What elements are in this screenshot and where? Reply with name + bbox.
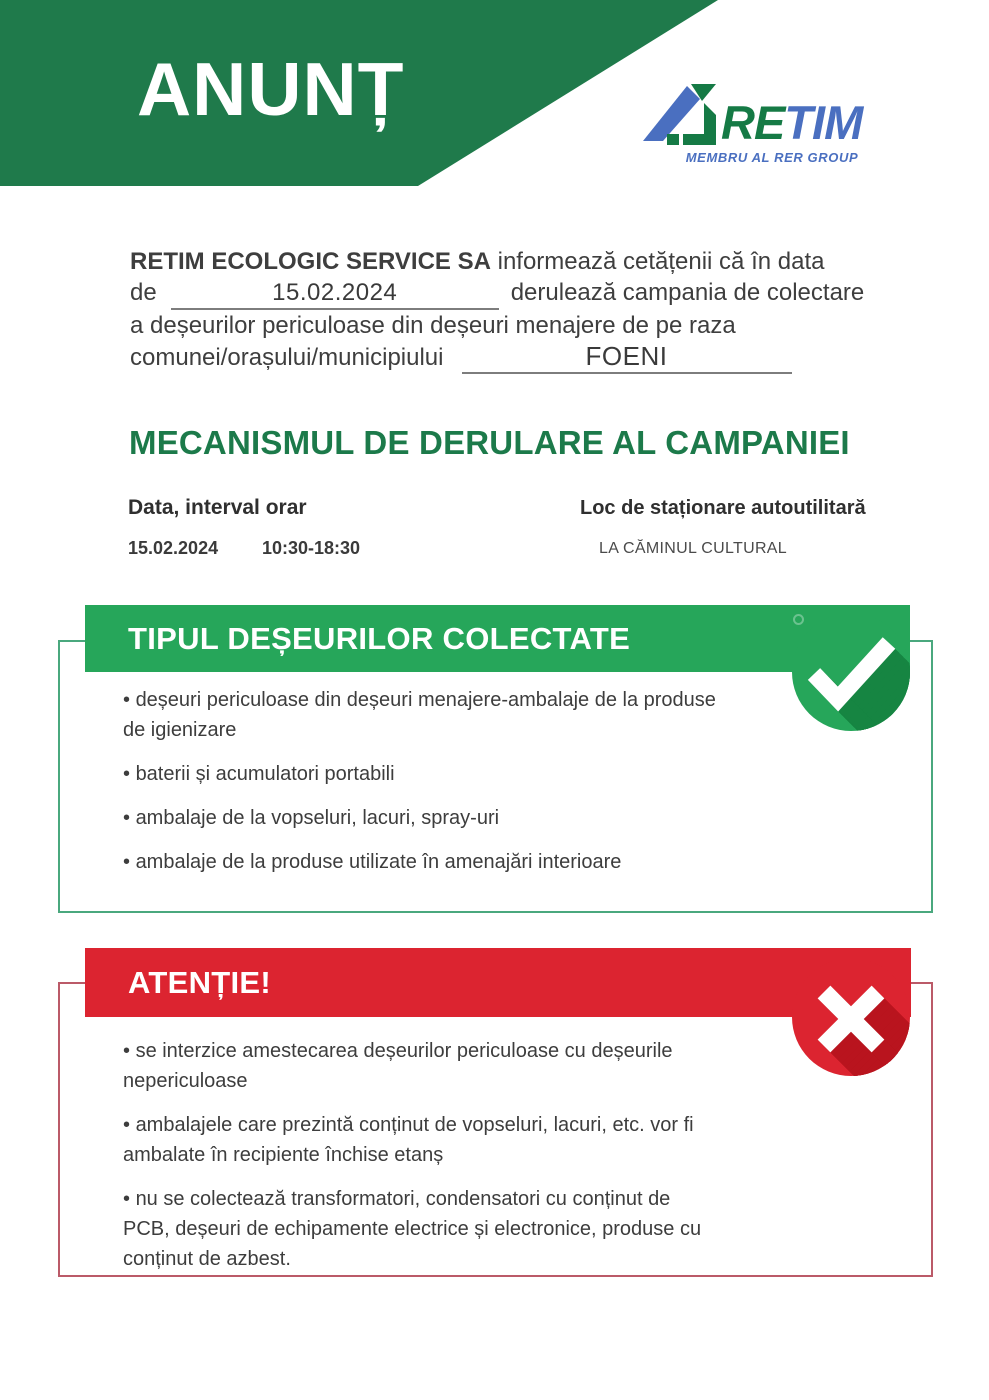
line: • baterii și acumulatori portabili bbox=[123, 759, 863, 789]
collected-waste-list bbox=[123, 685, 863, 891]
schedule-column-date-header: Data, interval orar bbox=[128, 496, 307, 519]
line: nepericuloase bbox=[123, 1070, 248, 1092]
list-item bbox=[123, 759, 863, 789]
intro-line-4 bbox=[130, 341, 940, 374]
schedule-column-location-header: Loc de staționare autoutilitară bbox=[580, 497, 866, 519]
schedule-hours: 10:30-18:30 bbox=[262, 538, 361, 558]
retim-logo-text bbox=[721, 96, 863, 150]
intro-line-1-rest: informează cetățenii că în data bbox=[490, 248, 825, 275]
line: • ambalaje de la produse utilizate în amenajări interioare bbox=[123, 847, 863, 877]
logo-tagline: MEMBRU AL RER GROUP bbox=[685, 150, 859, 165]
schedule-location: LA CĂMINUL CULTURAL bbox=[599, 540, 787, 557]
logo-re-text: RE bbox=[721, 96, 785, 150]
line: • nu se colectează transformatori, condensatori cu conținut de bbox=[123, 1184, 863, 1214]
intro-paragraph bbox=[130, 246, 940, 374]
intro-line-2 bbox=[130, 277, 940, 310]
intro-line-2-post: derulează campania de colectare bbox=[510, 279, 865, 306]
logo-tim-text: TIM bbox=[784, 96, 863, 150]
line: • deșeuri periculoase din deșeuri menajere-ambalaje de la produse bbox=[123, 685, 863, 715]
list-item bbox=[123, 847, 863, 877]
date-fill-in: 15.02.2024 bbox=[171, 277, 499, 310]
line: • se interzice amestecarea deșeurilor periculoase cu deșeurile bbox=[123, 1036, 863, 1066]
line: ambalate în recipiente închise etanș bbox=[123, 1144, 444, 1166]
retim-logo-row bbox=[641, 84, 863, 150]
attention-banner bbox=[85, 948, 911, 1017]
line: de igienizare bbox=[123, 719, 237, 741]
collected-waste-title: TIPUL DEȘEURILOR COLECTATE bbox=[128, 620, 631, 656]
list-item bbox=[123, 1184, 863, 1274]
line: PCB, deșeuri de echipamente electrice și electronice, produse cu bbox=[123, 1218, 702, 1240]
list-item bbox=[123, 1110, 863, 1170]
recycle-triangle-icon bbox=[641, 84, 717, 146]
page-title: ANUNȚ bbox=[137, 47, 405, 131]
list-item bbox=[123, 1036, 863, 1096]
collected-waste-banner bbox=[85, 605, 910, 672]
campaign-mechanism-heading: MECANISMUL DE DERULARE AL CAMPANIEI bbox=[129, 424, 850, 461]
intro-line-1 bbox=[130, 246, 940, 277]
location-fill-in: FOENI bbox=[462, 341, 792, 374]
attention-title: ATENȚIE! bbox=[128, 964, 272, 1000]
list-item bbox=[123, 803, 863, 833]
attention-list bbox=[123, 1036, 863, 1288]
line: conținut de azbest. bbox=[123, 1248, 291, 1270]
line: • ambalaje de la vopseluri, lacuri, spray-uri bbox=[123, 803, 863, 833]
intro-line-2-pre: de bbox=[130, 279, 157, 306]
intro-line-4-pre: comunei/orașului/municipiului bbox=[130, 344, 444, 371]
list-item bbox=[123, 685, 863, 745]
retim-logo bbox=[641, 84, 862, 165]
intro-line-3: a deșeurilor periculoase din deșeuri menajere de pe raza bbox=[130, 312, 736, 339]
line: • ambalajele care prezintă conținut de vopseluri, lacuri, etc. vor fi bbox=[123, 1110, 863, 1140]
company-name: RETIM ECOLOGIC SERVICE SA bbox=[130, 248, 491, 275]
schedule-date: 15.02.2024 bbox=[128, 538, 219, 558]
